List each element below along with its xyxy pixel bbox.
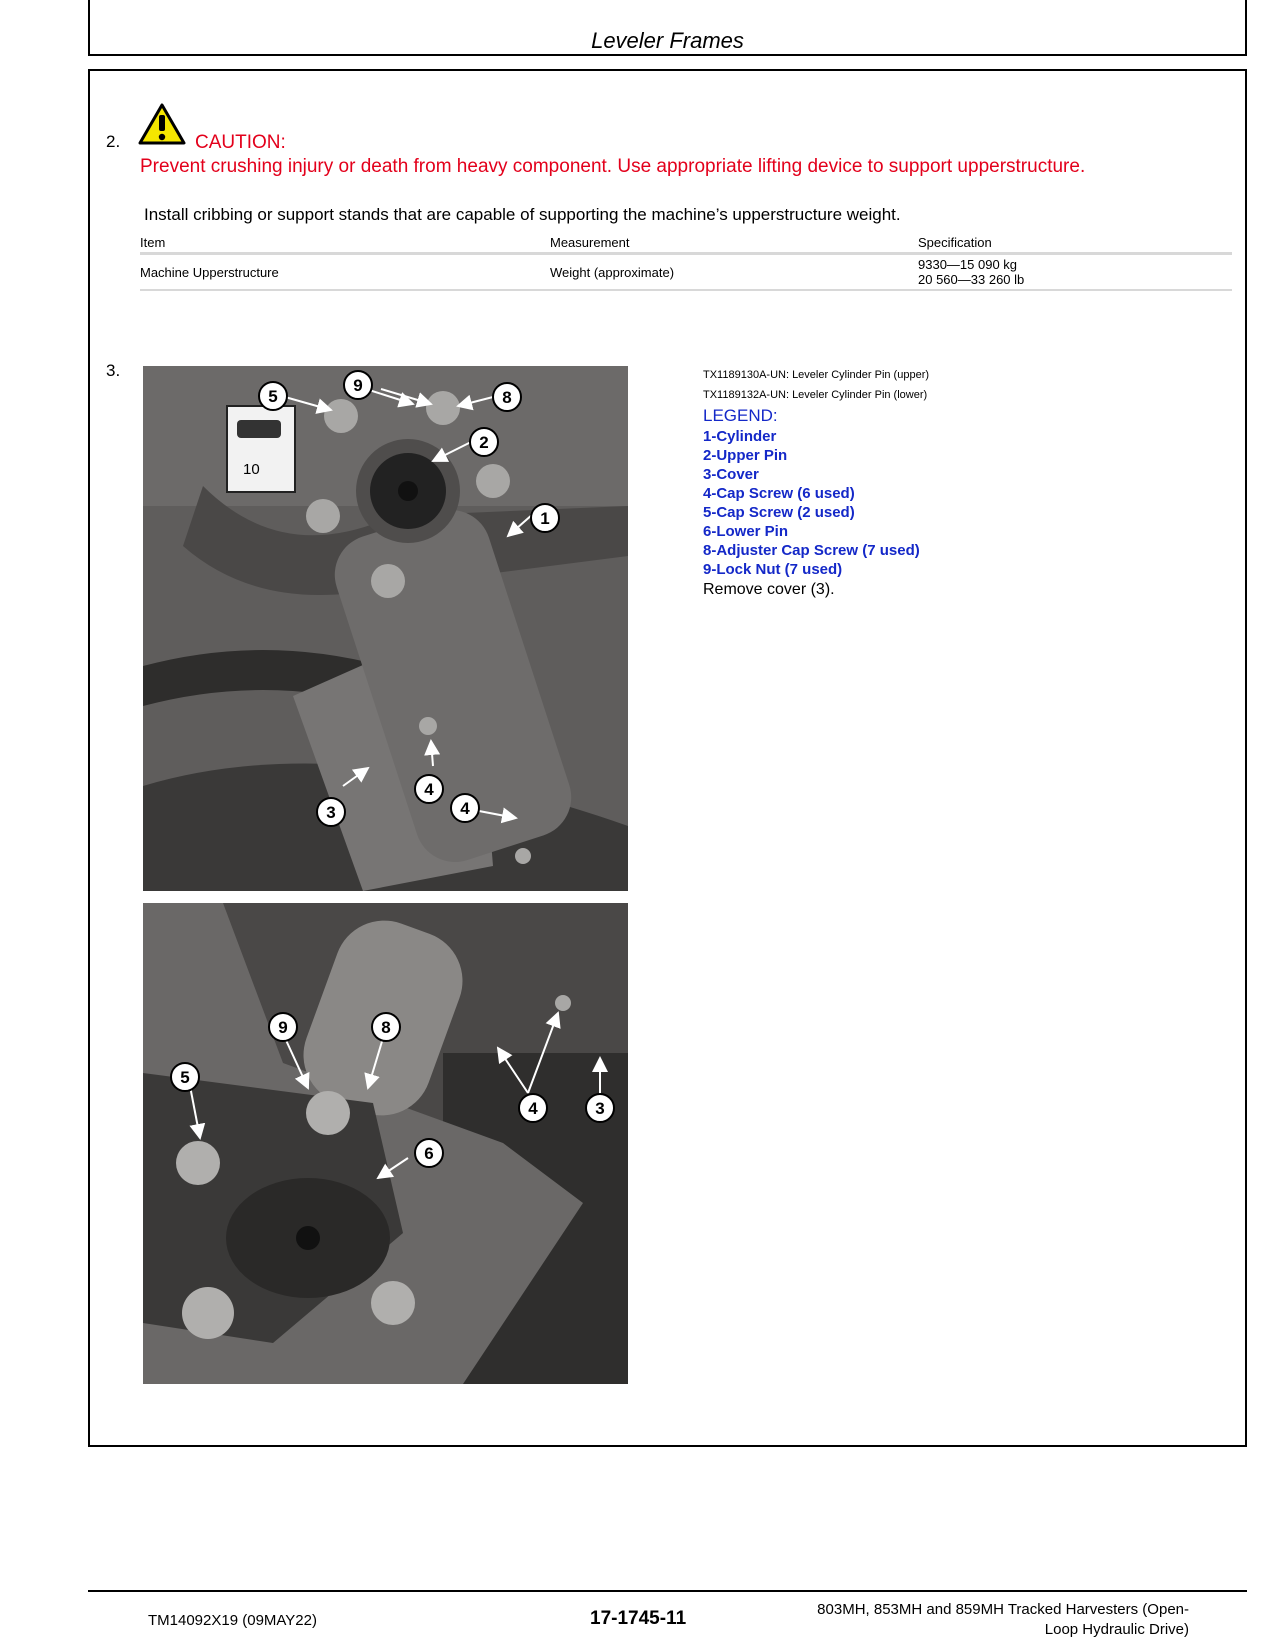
caution-text: Prevent crushing injury or death from heavy component. Use appropriate lifting device to support upperstructure. [140, 156, 1086, 177]
svg-text:8: 8 [381, 1018, 391, 1037]
legend-title: LEGEND: [703, 406, 778, 425]
svg-text:5: 5 [268, 387, 278, 406]
legend-item: 4-Cap Screw (6 used) [703, 485, 855, 502]
footer-manual-title [759, 1600, 1189, 1640]
warning-decal-icon [227, 406, 295, 492]
spec-metric: 9330—15 090 kg [918, 257, 1018, 272]
footer-rule [88, 1590, 1247, 1592]
svg-text:1: 1 [540, 509, 550, 528]
callout-5 [259, 382, 287, 410]
footer-manual-id: TM14092X19 (09MAY22) [148, 1612, 317, 1629]
callout-8 [372, 1013, 400, 1041]
svg-text:3: 3 [326, 803, 336, 822]
legend-item: 8-Adjuster Cap Screw (7 used) [703, 542, 920, 559]
svg-text:4: 4 [528, 1099, 538, 1118]
callout-9 [269, 1013, 297, 1041]
callout-3 [586, 1094, 614, 1122]
callout-4 [519, 1094, 547, 1122]
callout-5 [171, 1063, 199, 1091]
svg-text:3: 3 [595, 1099, 605, 1118]
table-header-row [140, 234, 1232, 254]
page-header [88, 0, 1247, 56]
spec-imperial: 20 560—33 260 lb [918, 272, 1025, 287]
step-3-instruction: Remove cover (3). [703, 581, 835, 598]
table-row [140, 254, 1232, 291]
figure-ref-lower: TX1189132A-UN: Leveler Cylinder Pin (lower) [703, 389, 928, 401]
callout-4 [451, 794, 479, 822]
cell-item: Machine Upperstructure [140, 254, 550, 291]
footer-title-line-1: 803MH, 853MH and 859MH Tracked Harvesters (Open- [817, 1601, 1189, 1618]
header-specification: Specification [918, 234, 1232, 254]
legend-panel [703, 365, 1223, 601]
footer-page-number: 17-1745-11 [590, 1608, 687, 1629]
svg-text:9: 9 [278, 1018, 288, 1037]
caution-triangle-icon [138, 102, 186, 146]
legend-item: 1-Cylinder [703, 428, 777, 445]
svg-text:4: 4 [460, 799, 470, 818]
step-2-instruction: Install cribbing or support stands that are capable of supporting the machine’s upperstructure weight. [144, 205, 901, 224]
photo-upper-cylinder-pin [143, 366, 628, 891]
svg-text:8: 8 [502, 388, 512, 407]
step-3-number: 3. [106, 361, 121, 380]
callout-6 [415, 1139, 443, 1167]
legend-item: 9-Lock Nut (7 used) [703, 561, 843, 578]
figure-ref-upper: TX1189130A-UN: Leveler Cylinder Pin (upper) [703, 369, 930, 381]
legend-item: 5-Cap Screw (2 used) [703, 504, 855, 521]
step-2-number: 2. [106, 132, 121, 151]
svg-text:4: 4 [424, 780, 434, 799]
header-title: Leveler Frames [591, 28, 744, 53]
callout-3 [317, 798, 345, 826]
photo-lower-cylinder-pin [143, 903, 628, 1384]
footer-title-line-2: Loop Hydraulic Drive) [1044, 1621, 1189, 1638]
callout-4 [415, 775, 443, 803]
callout-8 [493, 383, 521, 411]
header-item: Item [140, 234, 550, 254]
svg-text:5: 5 [180, 1068, 190, 1087]
callout-2 [470, 428, 498, 456]
callout-9 [344, 371, 372, 399]
legend-item: 6-Lower Pin [703, 523, 789, 540]
legend-item: 2-Upper Pin [703, 447, 788, 464]
callout-1 [531, 504, 559, 532]
cell-measurement: Weight (approximate) [550, 254, 918, 291]
cell-specification [918, 254, 1232, 291]
legend-item: 3-Cover [703, 466, 759, 483]
svg-text:9: 9 [353, 376, 363, 395]
svg-text:6: 6 [424, 1144, 434, 1163]
svg-text:2: 2 [479, 433, 489, 452]
spec-table [140, 234, 1232, 291]
decal-number: 10 [243, 461, 260, 478]
header-measurement: Measurement [550, 234, 918, 254]
caution-label: CAUTION: [195, 132, 286, 153]
